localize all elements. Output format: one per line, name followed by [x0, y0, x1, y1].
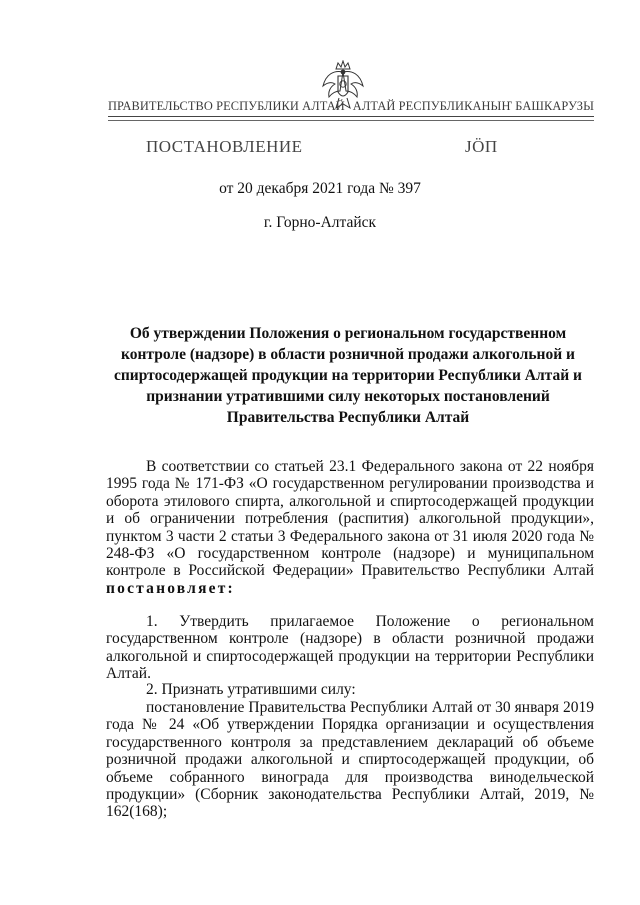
doc-type-russian: ПОСТАНОВЛЕНИЕ: [146, 137, 303, 156]
decree-date-number: от 20 декабря 2021 года № 397: [219, 180, 421, 197]
decree-title-line: Об утверждении Положения о региональном государственном: [129, 325, 567, 342]
preamble-text: В соответствии со статьей 23.1 Федерального закона от 22 ноября 1995 года № 171-ФЗ «О государственном регулировании производства и оборота этилового спирта, алкогольной и спиртосодержащей продукции и об ограничении потребления (распития) алкогольной продукции», пунктом 3 части 2 статьи 3 Федерального закона от 31 июля 2020 года № 248-ФЗ «О государственном контроле (надзоре) и муниципальном контроле в Российской Федерации» Правительство Республики Алтай: [106, 458, 594, 580]
clause-1-paragraph: 1. Утвердить прилагаемое Положение о региональном государственном контроле (надзоре) в области розничной продажи алкогольной и спиртосодержащей продукции на территории Республики Алтай.: [106, 613, 594, 683]
decree-city: г. Горно-Алтайск: [263, 214, 377, 231]
decree-title-line: признании утратившими силу некоторых постановлений: [146, 388, 550, 405]
government-header: [108, 99, 594, 114]
decree-title: [108, 323, 588, 428]
decree-title-line: контроле (надзоре) в области розничной продажи алкогольной и: [121, 346, 575, 363]
decree-word: постановляет:: [106, 579, 235, 597]
decree-title-line: спиртосодержащей продукции на территории Республики Алтай и: [114, 367, 582, 384]
government-name-altai: АЛТАЙ РЕСПУБЛИКАНЫҤ БАШКАРУЗЫ: [352, 99, 594, 113]
preamble-paragraph: [106, 458, 594, 597]
government-name-russian: ПРАВИТЕЛЬСТВО РЕСПУБЛИКИ АЛТАЙ: [108, 99, 345, 113]
repealed-resolution-paragraph: постановление Правительства Республики Алтай от 30 января 2019 года № 24 «Об утверждении Порядка организации и осуществления государственного контроля за представлением деклараций об объеме розничной продажи алкогольной и спиртосодержащей продукции, об объеме собранного винограда для производства винодельческой продукции» (Сборник законодательства Республики Алтай, 2019, № 162(168);: [106, 699, 594, 821]
decree-title-line: Правительства Республики Алтай: [226, 409, 470, 426]
header-divider-bottom: [108, 120, 594, 121]
clause-2-paragraph: 2. Признать утратившими силу:: [146, 681, 356, 698]
doc-type-altai: JӦП: [465, 137, 498, 156]
header-divider-top: [108, 116, 594, 117]
